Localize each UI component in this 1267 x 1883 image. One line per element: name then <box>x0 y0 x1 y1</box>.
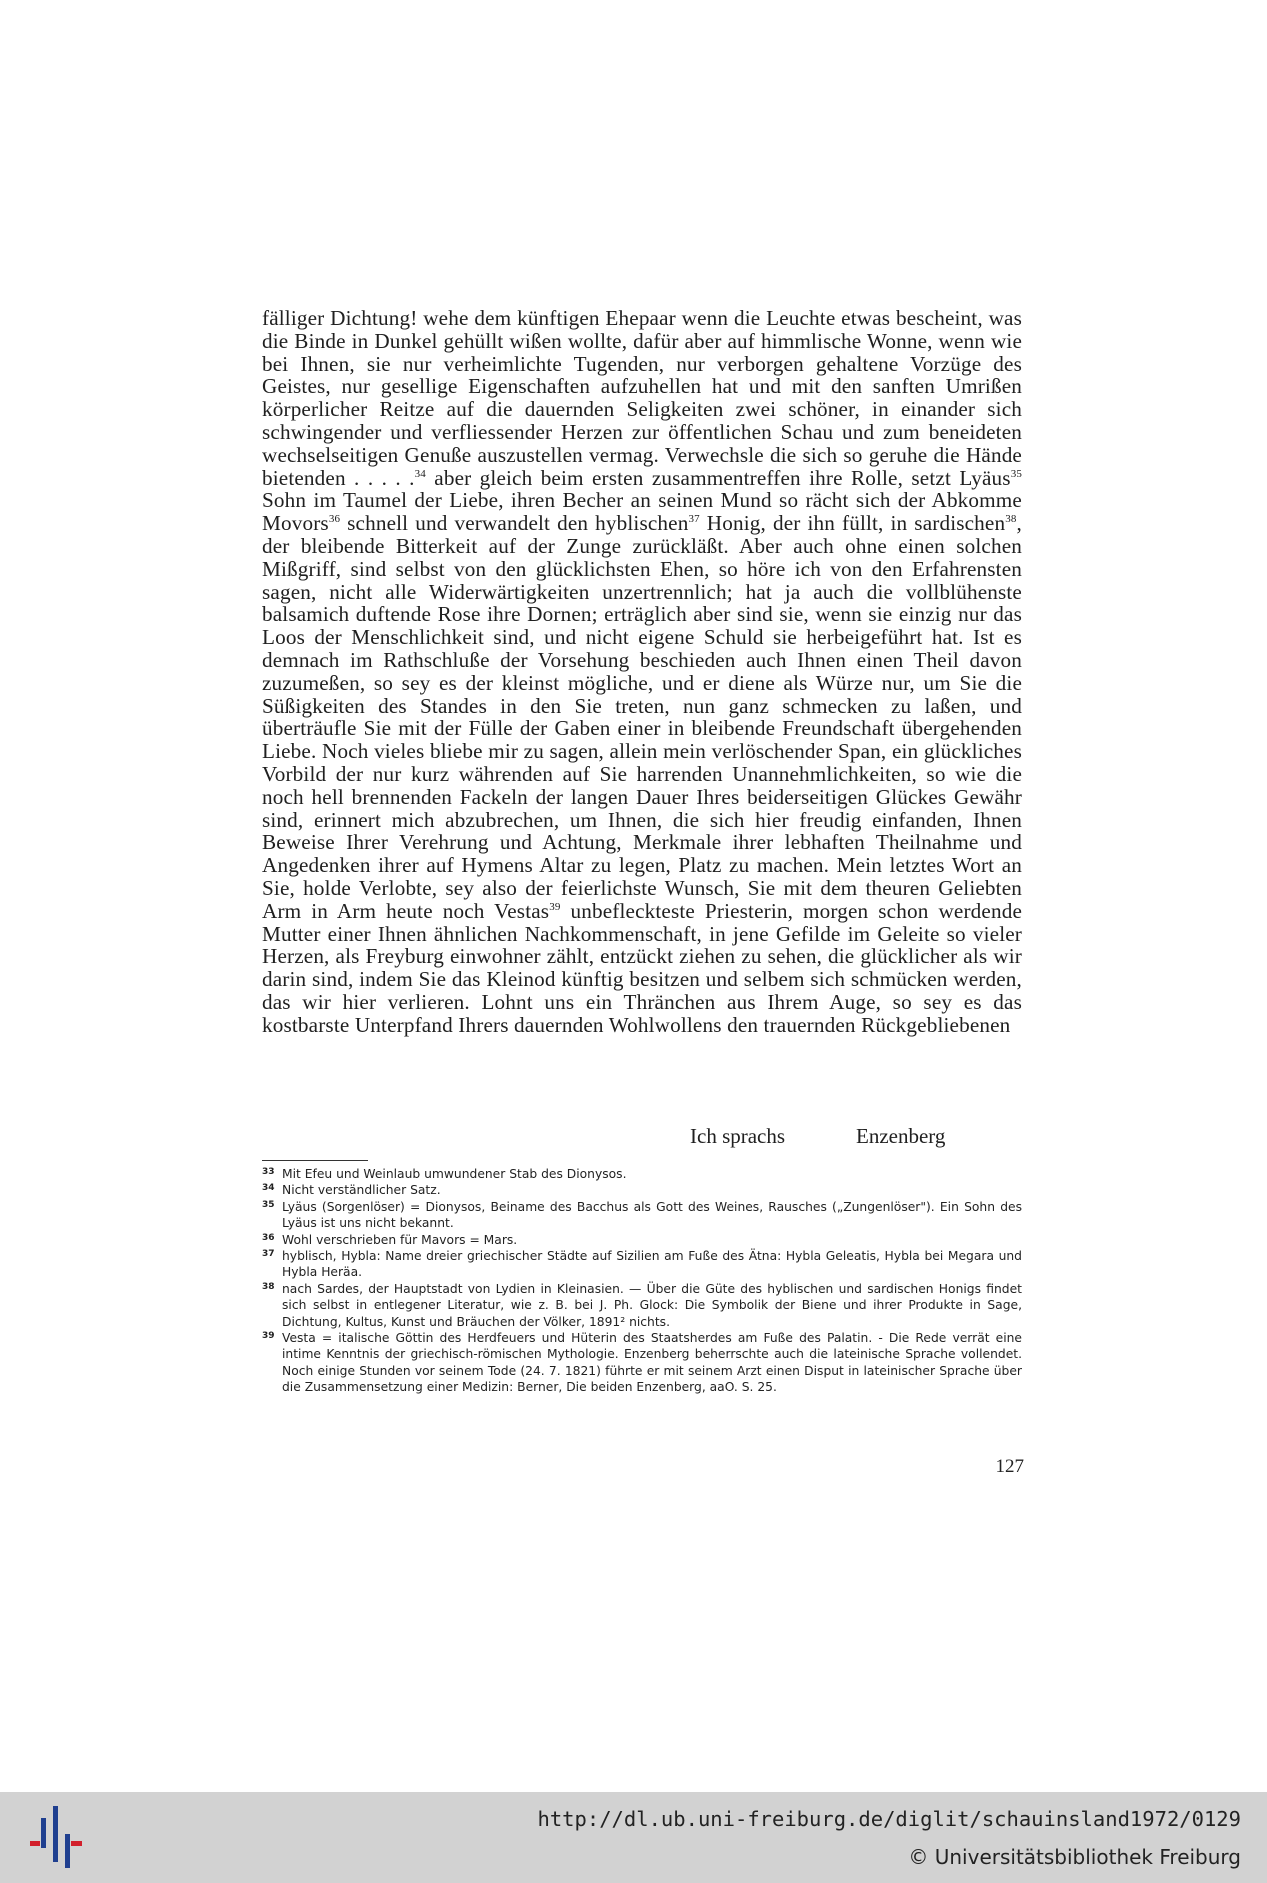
footnote-number: 39 <box>262 1331 275 1342</box>
footnote <box>262 1166 1022 1182</box>
footnote-number: 33 <box>262 1167 275 1177</box>
footnote <box>262 1232 1022 1248</box>
ub-freiburg-logo-icon <box>30 1804 82 1870</box>
footnote-text: Wohl verschrieben für Mavors = Mars. <box>282 1232 518 1247</box>
footnote <box>262 1248 1022 1281</box>
footnote-text: Nicht verständlicher Satz. <box>282 1183 441 1198</box>
footnote-text: nach Sardes, der Hauptstadt von Lydien in Kleinasien. — Über die Güte des hyblischen und sardischen Honigs findet sich selbst in entlegener Literatur, wie z. B. bei J. Ph. Glock: Die Symbolik der Biene und ihrer Produkte in Sage, Dichtung, Kultus, Kunst und Bräuchen der Völker, 1891² nichts. <box>282 1281 1022 1329</box>
viewer-footer-bar <box>0 1792 1267 1883</box>
footnote <box>262 1199 1022 1232</box>
footnote-number: 37 <box>262 1249 275 1260</box>
text-run: aber gleich beim ersten zusammentreffen ihre Rolle, setzt Lyäus <box>425 465 1011 490</box>
text-run: unbefleckteste Priesterin, morgen schon werdende Mutter einer Ihnen ähnlichen Nachkommenschaft, in jene Gefilde im Geleite so vieler Herzen, als Freyburg einwohner zählt, entzückt ziehen zu sehen, die glücklicher als wir darin sind, indem Sie das Kleinod künftig besitzen und selbem sich schmücken werden, das wir hier verlieren. Lohnt uns ein Thränchen aus Ihrem Auge, so sey es das kostbarste Unterpfand Ihrers dauernden Wohlwollens den trauernden Rückgebliebenen <box>262 898 1022 1037</box>
footnote <box>262 1330 1022 1396</box>
footnote-ref[interactable]: 37 <box>688 513 700 526</box>
footnote-divider <box>262 1160 368 1161</box>
footnote-number: 34 <box>262 1183 275 1194</box>
footnote <box>262 1281 1022 1330</box>
footnote-ref[interactable]: 34 <box>414 467 426 480</box>
footnote-text: Vesta = italische Göttin des Herdfeuers und Hüterin des Staatsherdes am Fuße des Palatin. - Die Rede verrät eine intime Kenntnis der griechisch-römischen Mythologie. Enzenberg beherrschte auch die lateinische Sprache vollendet. Noch einige Stunden vor seinem Tode (24. 7. 1821) führte er mit seinem Arzt einen Disput in lateinischer Sprache über die Zusammensetzung einer Medizin: Berner, Die beiden Enzenberg, aaO. S. 25. <box>282 1331 1022 1395</box>
main-paragraph <box>262 307 1022 1037</box>
footnote-text: Mit Efeu und Weinlaub umwundener Stab des Dionysos. <box>282 1167 627 1181</box>
footnote-ref[interactable]: 35 <box>1010 467 1022 480</box>
footnotes <box>262 1166 1022 1396</box>
text-run: Sohn im Taumel der Liebe, ihren Becher an seinen Mund so rächt sich der Abkomme Movors <box>262 488 1022 536</box>
footnote-text: hyblisch, Hybla: Name dreier griechischer Städte auf Sizilien am Fuße des Ätna: Hybla Geleatis, Hybla bei Megara und Hybla Heräa. <box>282 1249 1022 1280</box>
footnote-ref[interactable]: 36 <box>328 513 341 526</box>
footnote-ref[interactable]: 39 <box>549 900 561 913</box>
signature-phrase: Ich sprachs <box>690 1124 786 1148</box>
copyright-notice: © Universitätsbibliothek Freiburg <box>908 1845 1241 1869</box>
footnote <box>262 1182 1022 1198</box>
signature-name: Enzenberg <box>856 1124 946 1148</box>
footnote-number: 36 <box>262 1232 275 1243</box>
text-run: Honig, der ihn füllt, in sardischen <box>699 511 1006 536</box>
footnote-number: 38 <box>262 1281 275 1292</box>
footnote-ref[interactable]: 38 <box>1005 513 1017 526</box>
signature-line <box>688 1124 1022 1150</box>
body-text <box>262 307 1022 1037</box>
permalink-url[interactable]: http://dl.ub.uni-freiburg.de/diglit/schauinsland1972/0129 <box>537 1807 1241 1831</box>
text-run: fälliger Dichtung! wehe dem künftigen Ehepaar wenn die Leuchte etwas bescheint, was die Binde in Dunkel gehüllt wißen wollte, dafür aber auf himmlische Wonne, wenn wie bei Ihnen, sie nur verheimlichte Tugenden, nur verborgen gehaltene Vorzüge des Geistes, nur gesellige Eigenschaften aufzuhellen hat und mit den sanften Umrißen körperlicher Reitze auf die dauernden Seligkeiten zwei schöner, in einander sich schwingender und verfliessender Herzen zur öffentlichen Schau und zum beneideten wechselseitigen Genuße auszustellen vermag. Verwechsle die sich so geruhe die Hände bietenden . . . . . <box>262 306 1022 490</box>
footnote-number: 35 <box>262 1199 275 1210</box>
text-run: schnell und verwandelt den hyblischen <box>340 511 689 536</box>
footnote-text: Lyäus (Sorgenlöser) = Dionysos, Beiname des Bacchus als Gott des Weines, Rausches („Zungenlöser"). Ein Sohn des Lyäus ist uns nicht bekannt. <box>282 1199 1022 1231</box>
page-number: 127 <box>995 1456 1024 1477</box>
text-run: , der bleibende Bitterkeit auf der Zunge zurückläßt. Aber auch ohne einen solchen Mißgriff, sind selbst von den glücklichsten Ehen, so höre ich von den Erfahrensten sagen, nicht alle Widerwärtigkeiten unzertrennlich; hat ja auch die vollblühenste balsamich duftende Rose ihre Dornen; erträglich aber sind sie, wenn sie einzig nur das Loos der Menschlichkeit sind, und nicht eigene Schuld sie herbeigeführt hat. Ist es demnach im Rathschluße der Vorsehung beschieden auch Ihnen einen Theil davon zuzumeßen, so sey es der kleinst mögliche, und er diene als Würze nur, um Sie die Süßigkeiten des Standes in den Sie treten, nun ganz schmecken zu laßen, und überträufle Sie mit der Fülle der Gaben einer in bleibende Freundschaft übergehenden Liebe. Noch vieles bliebe mir zu sagen, allein mein verlöschender Span, ein glückliches Vorbild der nur kurz währenden auf Sie harrenden Unannehmlichkeiten, so wie die noch hell brennenden Fackeln der langen Dauer Ihres beiderseitigen Glückes Gewähr sind, erinnert mich abzubrechen, um Ihnen, die sich hier freudig einfanden, Ihnen Beweise Ihrer Verehrung und Achtung, Merkmale ihrer lebhaften Theilnahme und Angedenken ihrer auf Hymens Altar zu legen, Platz zu machen. Mein letztes Wort an Sie, holde Verlobte, sey also der feierlichste Wunsch, Sie mit dem theuren Geliebten Arm in Arm heute noch Vestas <box>262 511 1022 923</box>
